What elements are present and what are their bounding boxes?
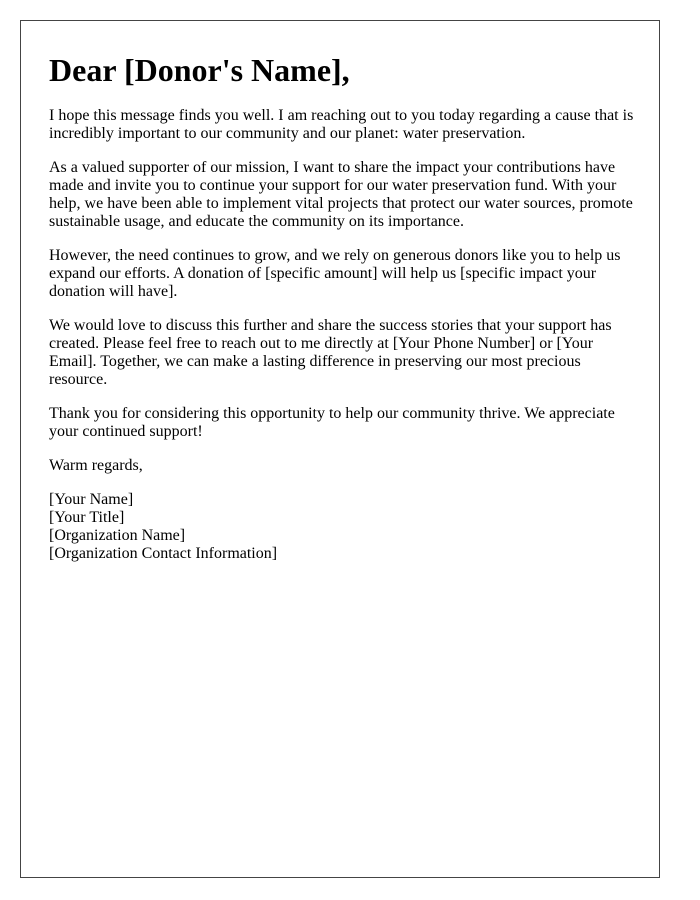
signature-name: [Your Name] xyxy=(49,491,134,508)
letter-greeting: Dear [Donor's Name], xyxy=(49,52,350,88)
paragraph-impact: As a valued supporter of our mission, I want to share the impact your contributions have made and invite you to continue your support for our water preservation fund. With your help, we have been able to implement vital projects that protect our water sources, promote sustainable usage, and educate the community on its importance. xyxy=(49,159,633,230)
paragraph-thanks: Thank you for considering this opportunity to help our community thrive. We appreciate your continued support! xyxy=(49,405,615,440)
letter-body xyxy=(49,51,639,563)
paragraph-intro: I hope this message finds you well. I am reaching out to you today regarding a cause that is incredibly important to our community and our planet: water preservation. xyxy=(49,107,634,142)
signature-organization: [Organization Name] xyxy=(49,527,186,544)
signature-contact: [Organization Contact Information] xyxy=(49,545,278,562)
signature-title: [Your Title] xyxy=(49,509,125,526)
letter-closing: Warm regards, xyxy=(49,457,143,474)
paragraph-contact: We would love to discuss this further and share the success stories that your support has created. Please feel free to reach out to me directly at [Your Phone Number] or [Your Email]. Together, we can make a lasting difference in preserving our most precious resource. xyxy=(49,317,612,388)
signature-block xyxy=(49,491,639,563)
paragraph-need: However, the need continues to grow, and we rely on generous donors like you to help us expand our efforts. A donation of [specific amount] will help us [specific impact your donation will have]. xyxy=(49,247,621,300)
letter-page xyxy=(20,20,660,878)
